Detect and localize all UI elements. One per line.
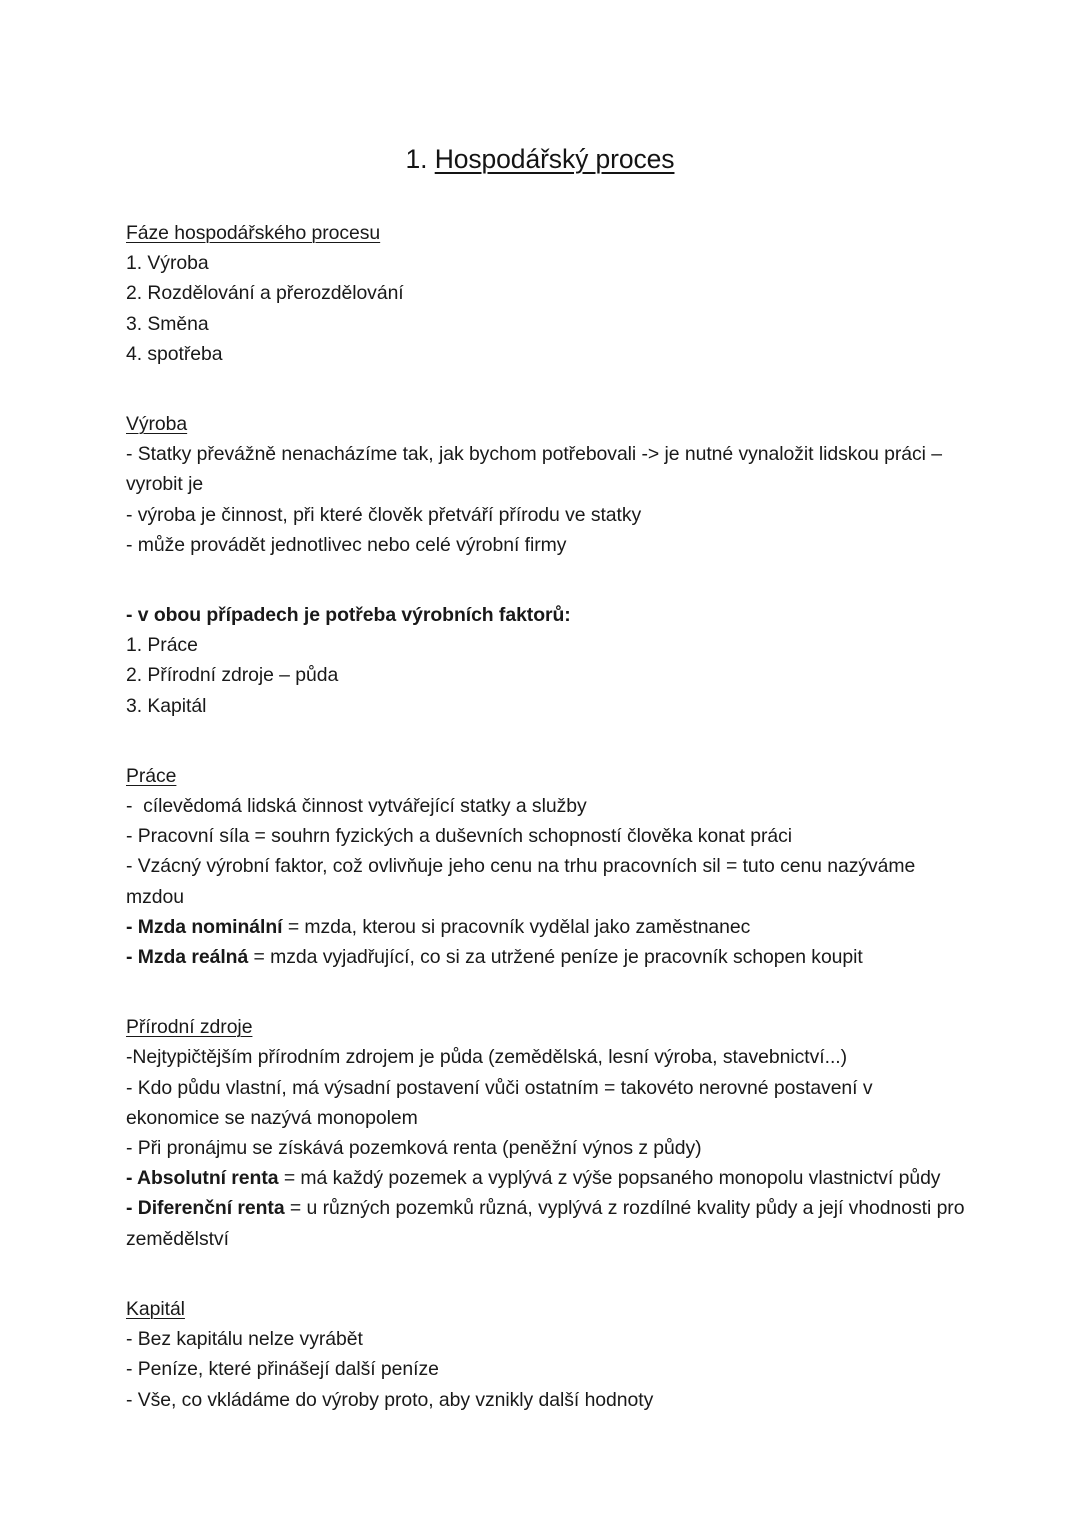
text-line: - Při pronájmu se získává pozemková renta (peněžní výnos z půdy) bbox=[126, 1137, 702, 1160]
bold-intro-line bbox=[126, 600, 966, 630]
text-line: - Pracovní síla = souhrn fyzických a duševních schopností člověka konat práci bbox=[126, 825, 792, 848]
section-heading-wrap bbox=[126, 1294, 966, 1324]
text-line: 1. Výroba bbox=[126, 252, 209, 275]
definition-line bbox=[126, 942, 966, 972]
text-line: - Peníze, které přinášejí další peníze bbox=[126, 1358, 439, 1381]
text-line: 1. Práce bbox=[126, 634, 198, 657]
text-line: 3. Kapitál bbox=[126, 694, 207, 717]
definition-body: = má každý pozemek a vyplývá z výše popsaného monopolu vlastnictví půdy bbox=[278, 1167, 941, 1190]
page-title bbox=[0, 144, 1080, 175]
text-line: 3. Směna bbox=[126, 312, 209, 335]
definition-body: = mzda vyjadřující, co si za utržené peníze je pracovník schopen koupit bbox=[248, 946, 863, 969]
section-prirodni-zdroje bbox=[126, 1012, 970, 1254]
section-kapital bbox=[126, 1294, 966, 1415]
definition-term: - Absolutní renta bbox=[126, 1167, 279, 1190]
section-heading-wrap bbox=[126, 409, 966, 439]
section-faze bbox=[126, 218, 966, 369]
definition-term: - Mzda nominální bbox=[126, 915, 283, 938]
text-line: 2. Rozdělování a přerozdělování bbox=[126, 282, 404, 305]
document-body bbox=[126, 218, 970, 1455]
section-heading-vyroba: Výroba bbox=[126, 413, 188, 436]
definition-line bbox=[126, 1163, 966, 1193]
bold-intro-text: - v obou případech je potřeba výrobních faktorů: bbox=[126, 604, 571, 627]
text-line: - výroba je činnost, při které člověk přetváří přírodu ve statky bbox=[126, 503, 642, 526]
section-heading-kapital: Kapitál bbox=[126, 1297, 185, 1320]
definition-body: = mzda, kterou si pracovník vydělal jako zaměstnanec bbox=[282, 915, 751, 938]
text-line: - Vše, co vkládáme do výroby proto, aby vznikly další hodnoty bbox=[126, 1388, 654, 1411]
section-heading-prace: Práce bbox=[126, 764, 177, 787]
section-vyroba bbox=[126, 409, 966, 560]
definition-line bbox=[126, 1193, 970, 1253]
text-line: - Vzácný výrobní faktor, což ovlivňuje jeho cenu na trhu pracovních sil = tuto cenu nazýváme mzdou bbox=[126, 855, 921, 908]
text-line: 4. spotřeba bbox=[126, 342, 223, 365]
definition-term: - Mzda reálná bbox=[126, 946, 249, 969]
section-heading-prirodni-zdroje: Přírodní zdroje bbox=[126, 1016, 253, 1039]
section-vyrobni-faktory bbox=[126, 600, 966, 721]
text-line: -Nejtypičtějším přírodním zdrojem je půda (zemědělská, lesní výroba, stavebnictví...) bbox=[126, 1046, 848, 1069]
section-heading-wrap bbox=[126, 1012, 966, 1042]
definition-line bbox=[126, 912, 966, 942]
definition-body: = u různých pozemků různá, vyplývá z rozdílné kvality půdy a její vhodnosti pro zemědělství bbox=[126, 1197, 970, 1250]
text-line: - může provádět jednotlivec nebo celé výrobní firmy bbox=[126, 533, 567, 556]
text-line: - Bez kapitálu nelze vyrábět bbox=[126, 1328, 363, 1351]
text-line: - Kdo půdu vlastní, má výsadní postavení vůči ostatním = takovéto nerovné postavení v ekonomice se nazývá monopolem bbox=[126, 1076, 878, 1129]
section-heading-wrap bbox=[126, 218, 966, 248]
definition-term: - Diferenční renta bbox=[126, 1197, 285, 1220]
text-line: - cílevědomá lidská činnost vytvářející statky a služby bbox=[126, 795, 587, 818]
text-line: 2. Přírodní zdroje – půda bbox=[126, 664, 339, 687]
page-title-number: 1. bbox=[405, 143, 428, 174]
section-heading-faze: Fáze hospodářského procesu bbox=[126, 222, 381, 244]
page-title-text: Hospodářský proces bbox=[434, 143, 675, 174]
section-heading-wrap bbox=[126, 761, 966, 791]
section-prace bbox=[126, 761, 966, 972]
text-line: - Statky převážně nenacházíme tak, jak bychom potřebovali -> je nutné vynaložit lidskou práci – vyrobit je bbox=[126, 443, 948, 496]
